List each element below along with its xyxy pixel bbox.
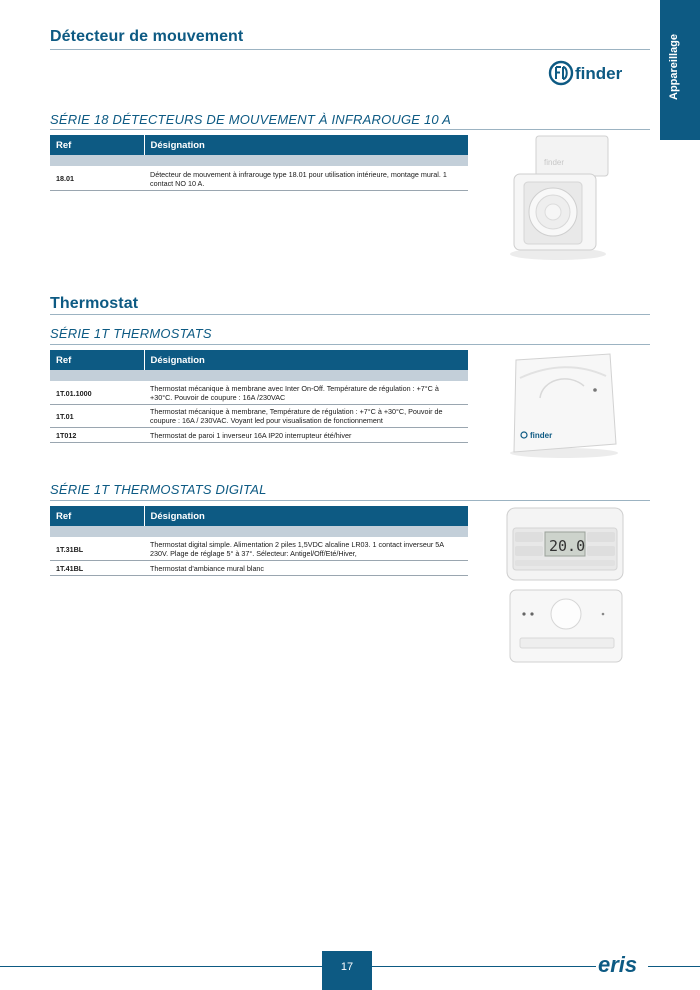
table-band (50, 155, 468, 167)
motion-detector-image (500, 132, 615, 262)
row-ref: 1T.01 (50, 405, 144, 428)
section-title-motion: Détecteur de mouvement (50, 28, 244, 45)
series-rule (50, 500, 650, 501)
row-designation: Thermostat digital simple. Alimentation 2 piles 1,5VDC alcaline LR03. 1 contact inverseur 5A 230V. Plage de réglage 5° à 37°. Sélecteur: Antigel/Off/Eté/Hiver, (144, 538, 468, 561)
motion-table (50, 135, 468, 191)
col-designation-header: Désignation (144, 350, 468, 370)
series-heading-digital: SÉRIE 1T THERMOSTATS DIGITAL (50, 482, 267, 497)
table-header-row (50, 350, 468, 370)
room-thermostat-image (508, 588, 624, 664)
table-row (50, 561, 468, 576)
side-tab (660, 0, 700, 140)
col-ref-header: Ref (50, 506, 144, 526)
finder-logo (548, 60, 652, 86)
col-ref-header: Ref (50, 350, 144, 370)
table-row (50, 538, 468, 561)
table-row (50, 405, 468, 428)
series-heading-motion: SÉRIE 18 DÉTECTEURS DE MOUVEMENT À INFRAROUGE 10 A (50, 112, 452, 127)
col-designation-header: Désignation (144, 506, 468, 526)
eris-logo-text: eris (598, 952, 638, 976)
side-tab-label: Appareillage (668, 33, 680, 100)
series-heading-thermostat: SÉRIE 1T THERMOSTATS (50, 326, 212, 341)
row-designation: Thermostat de paroi 1 inverseur 16A IP20 interrupteur été/hiver (144, 428, 468, 443)
row-ref: 1T.41BL (50, 561, 144, 576)
table-header-row (50, 135, 468, 155)
table-row (50, 428, 468, 443)
row-designation: Thermostat d'ambiance mural blanc (144, 561, 468, 576)
row-ref: 1T.31BL (50, 538, 144, 561)
row-designation: Détecteur de mouvement à infrarouge type 18.01 pour utilisation intérieure, montage mural. 1 contact NO 10 A. (144, 167, 468, 191)
series-rule (50, 344, 650, 345)
mechanical-thermostat-image (500, 350, 625, 460)
finder-logo-icon (548, 60, 652, 86)
page-number: 17 (322, 951, 372, 990)
row-ref: 1T.01.1000 (50, 382, 144, 405)
table-band (50, 370, 468, 382)
col-ref-header: Ref (50, 135, 144, 155)
lcd-reading: 20.0 (549, 537, 586, 555)
table-band (50, 526, 468, 538)
finder-logo-text: finder (575, 64, 623, 83)
section-title-thermostat: Thermostat (50, 295, 139, 312)
table-row (50, 382, 468, 405)
thermostat-table (50, 350, 468, 443)
table-header-row (50, 506, 468, 526)
row-ref: 18.01 (50, 167, 144, 191)
svg-text:finder: finder (544, 158, 565, 167)
eris-logo (596, 950, 648, 976)
series-rule (50, 129, 650, 130)
digital-table (50, 506, 468, 576)
section-rule (50, 314, 650, 315)
svg-text:finder: finder (530, 431, 553, 440)
section-rule (50, 49, 650, 50)
row-designation: Thermostat mécanique à membrane avec Inter On-Off. Température de régulation : +7°C à +30°C. Pouvoir de coupure : 16A /230VAC (144, 382, 468, 405)
digital-thermostat-image (505, 506, 625, 582)
table-row (50, 167, 468, 191)
col-designation-header: Désignation (144, 135, 468, 155)
row-ref: 1T012 (50, 428, 144, 443)
row-designation: Thermostat mécanique à membrane, Température de régulation : +7°C à +30°C, Pouvoir de coupure : 16A / 230VAC. Voyant led pour visualisation de fonctionnement (144, 405, 468, 428)
